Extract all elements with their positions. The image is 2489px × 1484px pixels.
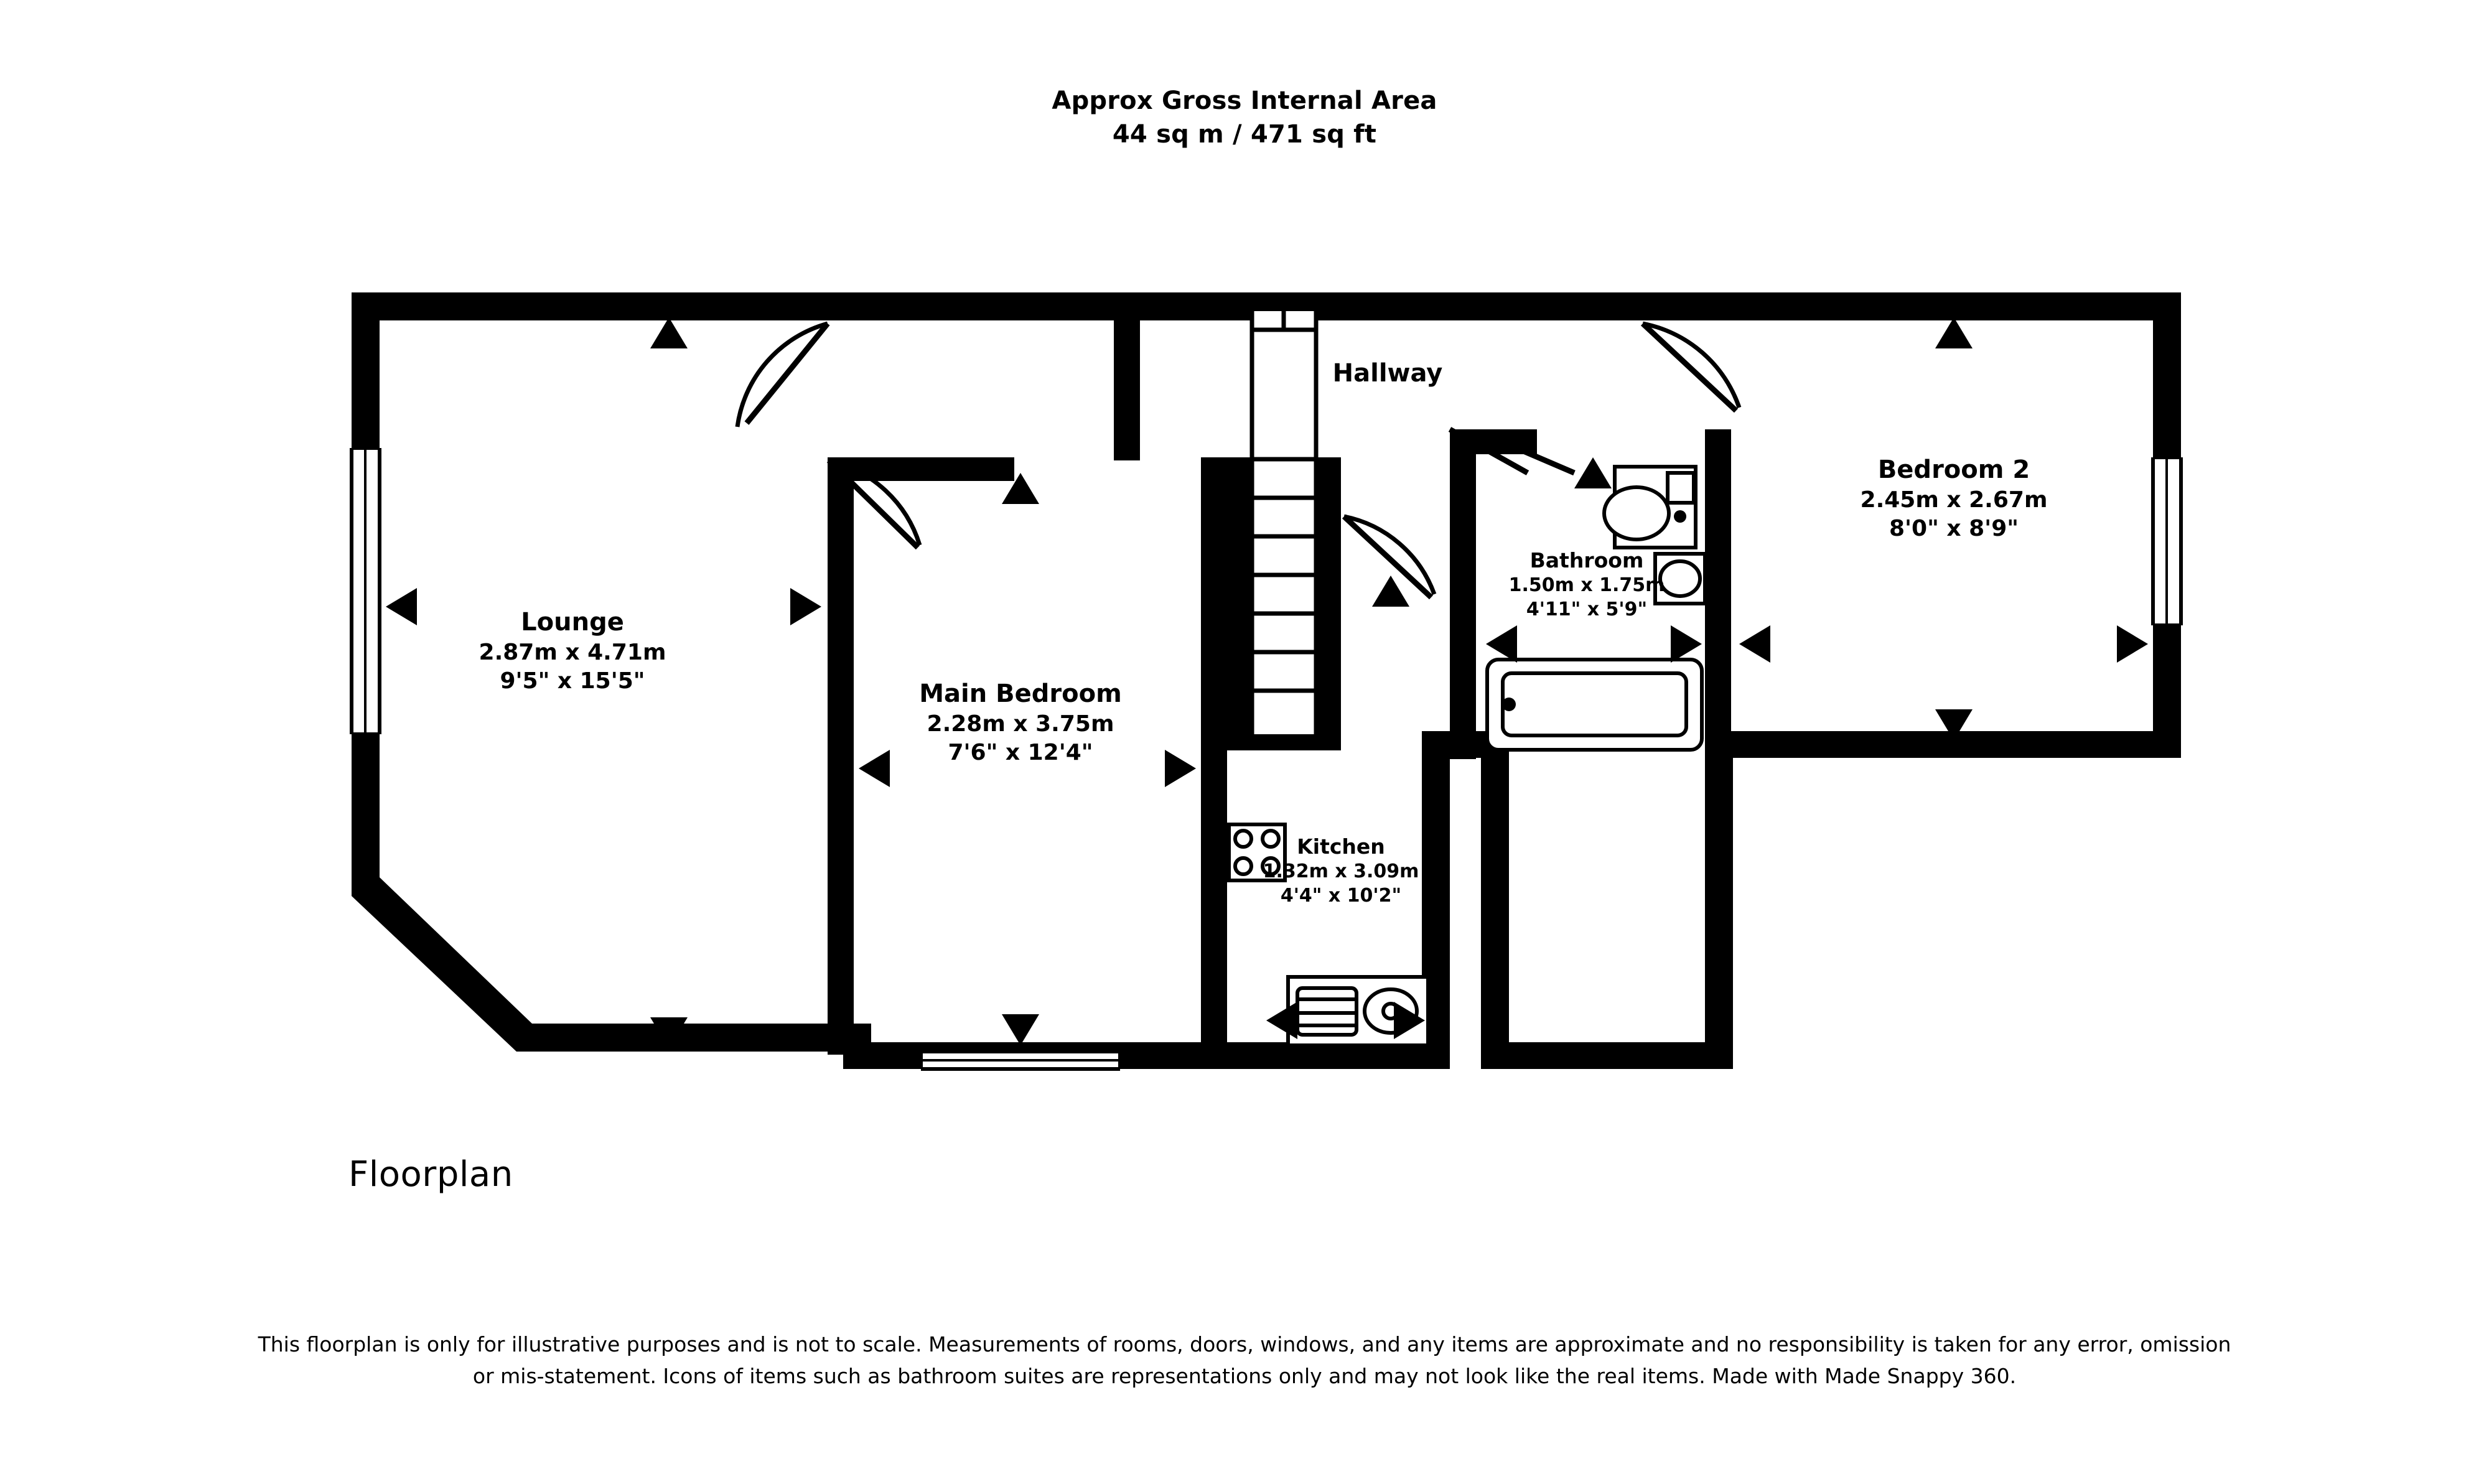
room-label-lounge	[398, 607, 747, 696]
room-dim-metric-lounge: 2.87m x 4.71m	[479, 640, 666, 666]
room-name-kitchen: Kitchen	[1297, 834, 1385, 859]
room-dim-imperial-kitchen: 4'4" x 10'2"	[1280, 884, 1402, 907]
room-label-bedroom-2	[1761, 454, 2147, 543]
room-label-bathroom	[1437, 548, 1736, 622]
room-dim-metric-kitchen: 1.32m x 3.09m	[1263, 861, 1419, 883]
room-dim-imperial-bathroom: 4'11" x 5'9"	[1526, 598, 1648, 620]
room-name-bedroom-2: Bedroom 2	[1877, 455, 2030, 484]
room-dim-imperial-bedroom-2: 8'0" x 8'9"	[1889, 516, 2019, 542]
room-dim-metric-bedroom-2: 2.45m x 2.67m	[1860, 487, 2048, 513]
floorplan-title: Floorplan	[348, 1154, 513, 1195]
room-label-kitchen	[1201, 834, 1481, 908]
room-name-main-bedroom: Main Bedroom	[919, 679, 1122, 708]
room-dim-imperial-main-bedroom: 7'6" x 12'4"	[948, 740, 1093, 766]
disclaimer-text: This floorplan is only for illustrative purposes and is not to scale. Measurements of rooms, doors, windows, and any items are approximate and no responsibility is taken for any error, omission or mis-statement. Icons of items such as bathroom suites are representations only and may not look like the real items. Made with Made Snappy 360.	[258, 1332, 2231, 1389]
gross-area-value: 44 sq m / 471 sq ft	[1112, 120, 1377, 149]
gross-area-title: Approx Gross Internal Area	[1052, 86, 1437, 115]
room-label-main-bedroom	[846, 678, 1195, 767]
room-label-hallway	[1232, 358, 1543, 390]
room-dim-imperial-lounge: 9'5" x 15'5"	[500, 668, 645, 694]
room-name-bathroom: Bathroom	[1529, 548, 1644, 572]
room-dim-metric-main-bedroom: 2.28m x 3.75m	[927, 711, 1114, 737]
room-name-hallway: Hallway	[1332, 359, 1443, 388]
room-name-lounge: Lounge	[521, 608, 624, 637]
room-dim-metric-bathroom: 1.50m x 1.75m	[1508, 574, 1665, 597]
